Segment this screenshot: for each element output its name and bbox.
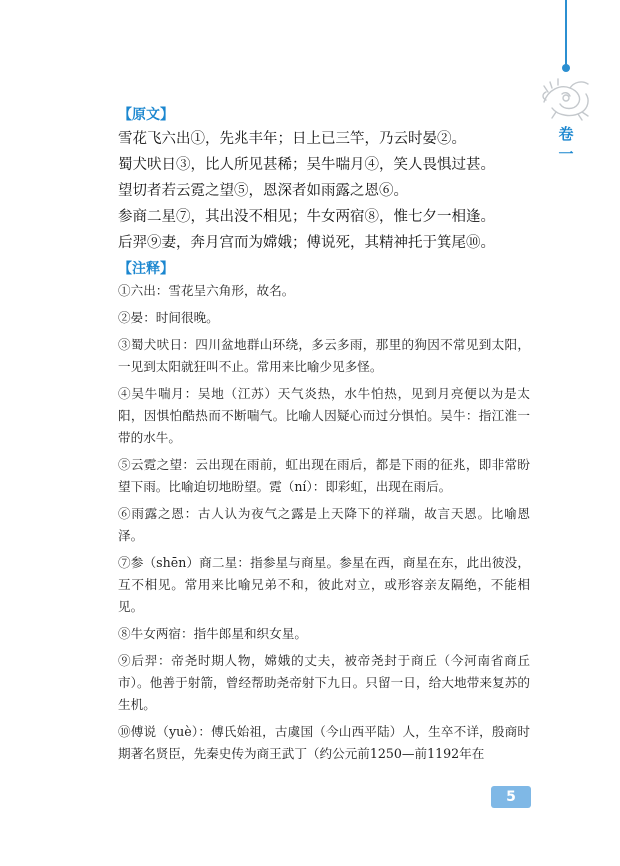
- decorative-vertical-line: [565, 0, 567, 66]
- volume-number: 一: [558, 145, 574, 163]
- note-item: ④吴牛喘月：吴地（江苏）天气炎热，水牛怕热，见到月亮便以为是太阳，因惧怕酷热而不断喘气。比喻人因疑心而过分惧怕。吴牛：指江淮一带的水牛。: [118, 386, 530, 445]
- notes-heading: 【注释】: [118, 261, 174, 277]
- original-line: 望切者若云霓之望⑤，恩深者如雨露之恩⑥。: [118, 183, 408, 199]
- note-item: ①六出：雪花呈六角形，故名。: [118, 283, 295, 298]
- page-content: [118, 104, 530, 770]
- note-item: ⑨后羿：帝尧时期人物，嫦娥的丈夫，被帝尧封于商丘（今河南省商丘市）。他善于射箭，曾经帮助尧帝射下九日。只留一日，给大地带来复苏的生机。: [118, 653, 530, 712]
- note-item: ③蜀犬吠日：四川盆地群山环绕，多云多雨，那里的狗因不常见到太阳，一见到太阳就狂叫不止。常用来比喻少见多怪。: [118, 337, 530, 374]
- note-item: ⑦参（shēn）商二星：指参星与商星。参星在西，商星在东，此出彼没，互不相见。常用来比喻兄弟不和，彼此对立，或形容亲友隔绝，不能相见。: [118, 555, 530, 614]
- note-item: ②晏：时间很晚。: [118, 310, 219, 325]
- dragon-ornament-icon: [538, 72, 594, 122]
- original-line: 雪花飞六出①，先兆丰年；日上已三竿，乃云时晏②。: [118, 131, 466, 147]
- note-item: ⑥雨露之恩：古人认为夜气之露是上天降下的祥瑞，故言天恩。比喻恩泽。: [118, 506, 530, 543]
- volume-label: 卷: [558, 125, 574, 143]
- decorative-dot: [562, 64, 570, 72]
- original-line: 后羿⑨妻，奔月宫而为嫦娥；傅说死，其精神托于箕尾⑩。: [118, 235, 495, 251]
- note-item: ⑤云霓之望：云出现在雨前，虹出现在雨后，都是下雨的征兆，即非常盼望下雨。比喻迫切地盼望。霓（ní）：即彩虹，出现在雨后。: [118, 457, 530, 494]
- page-number: 5: [491, 786, 531, 808]
- volume-side-tab: [548, 124, 584, 168]
- original-line: 参商二星⑦，其出没不相见；牛女两宿⑧，惟七夕一相逢。: [118, 209, 495, 225]
- note-item: ⑧牛女两宿：指牛郎星和织女星。: [118, 626, 307, 641]
- original-line: 蜀犬吠日③，比人所见甚稀；吴牛喘月④，笑人畏惧过甚。: [118, 157, 495, 173]
- original-text-heading: 【原文】: [118, 107, 174, 123]
- note-item: ⑩傅说（yuè）：傅氏始祖，古虞国（今山西平陆）人，生卒不详，殷商时期著名贤臣，先秦史传为商王武丁（约公元前1250—前1192年在: [118, 724, 530, 761]
